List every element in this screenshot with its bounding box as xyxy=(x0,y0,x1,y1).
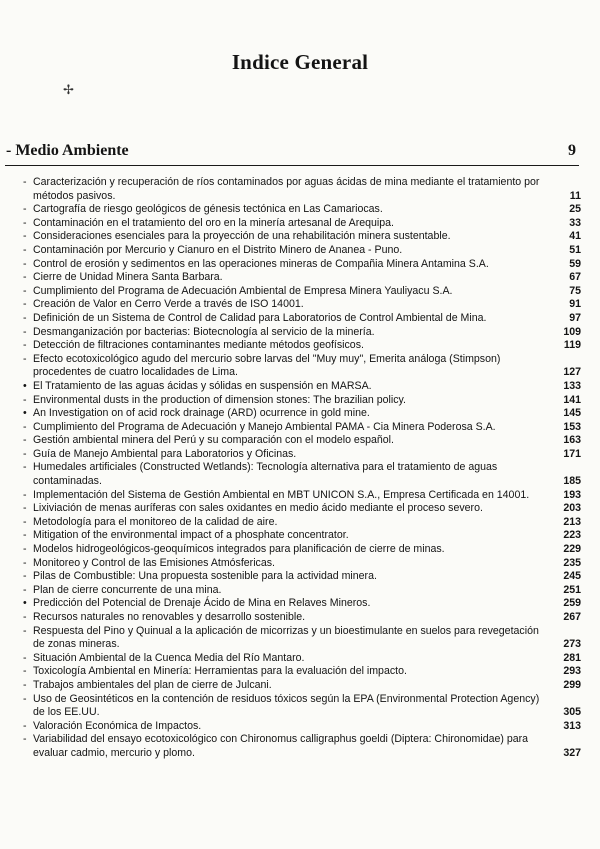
toc-entry[interactable] xyxy=(20,543,585,557)
entry-title: Detección de filtraciones contaminantes mediante métodos geofísicos. xyxy=(33,339,364,352)
entry-title: Caracterización y recuperación de ríos contaminados por aguas ácidas de mina mediante el tratamiento por métodos pasivos. xyxy=(33,176,540,202)
entry-page: 267 xyxy=(563,611,581,623)
entry-bullet: - xyxy=(23,583,27,596)
toc-entry[interactable] xyxy=(20,733,585,760)
toc-entry[interactable] xyxy=(20,380,585,394)
section-title: Medio Ambiente xyxy=(15,142,129,159)
toc-entry[interactable] xyxy=(20,203,585,217)
entry-bullet: - xyxy=(23,529,27,542)
entry-title: Control de erosión y sedimentos en las operaciones mineras de Compañia Minera Antamina S.A. xyxy=(33,257,489,270)
entry-bullet: • xyxy=(23,597,27,610)
entry-page: 327 xyxy=(563,746,581,759)
entry-page: 141 xyxy=(563,393,581,406)
toc-entry[interactable] xyxy=(20,176,585,203)
toc-list xyxy=(20,176,585,761)
entry-page: 229 xyxy=(563,543,581,556)
toc-entry[interactable] xyxy=(20,693,585,720)
entry-page: 133 xyxy=(563,379,581,392)
entry-title: Cumplimiento del Programa de Adecuación Ambiental de Empresa Minera Yauliyacu S.A. xyxy=(33,284,453,297)
toc-entry[interactable] xyxy=(20,394,585,408)
toc-entry[interactable] xyxy=(20,258,585,272)
entry-bullet: - xyxy=(23,447,27,460)
entry-title: Definición de un Sistema de Control de Calidad para Laboratorios de Control Ambiental de Mina. xyxy=(33,311,487,324)
entry-page: 25 xyxy=(569,203,581,216)
entry-bullet: - xyxy=(23,515,27,528)
entry-title: Recursos naturales no renovables y desarrollo sostenible. xyxy=(33,611,306,623)
toc-entry[interactable] xyxy=(20,339,585,353)
entry-title: Efecto ecotoxicológico agudo del mercurio sobre larvas del "Muy muy", Emerita análoga (Stimpson) procedentes de cuatro localidades de Lima. xyxy=(33,352,501,379)
ink-mark: ✢ xyxy=(63,82,74,97)
toc-entry[interactable] xyxy=(20,461,585,488)
toc-entry[interactable] xyxy=(20,652,585,666)
entry-page: 67 xyxy=(569,271,581,284)
entry-page: 305 xyxy=(563,706,581,719)
entry-bullet: • xyxy=(23,407,27,420)
toc-entry[interactable] xyxy=(20,584,585,598)
entry-page: 245 xyxy=(563,570,581,583)
entry-bullet: - xyxy=(23,230,27,243)
entry-bullet: - xyxy=(23,434,27,447)
toc-entry[interactable] xyxy=(20,597,585,611)
entry-title: Trabajos ambientales del plan de cierre de Julcani. xyxy=(33,678,272,691)
toc-entry[interactable] xyxy=(20,434,585,448)
entry-bullet: - xyxy=(23,719,27,732)
entry-bullet: - xyxy=(23,339,27,352)
entry-bullet: - xyxy=(23,420,27,433)
entry-page: 235 xyxy=(563,556,581,569)
entry-page: 313 xyxy=(563,719,581,732)
entry-title: Variabilidad del ensayo ecotoxicológico con Chironomus calligraphus goeldi (Diptera: Chironomidae) para evaluar cadmio, mercurio y plomo. xyxy=(33,733,529,759)
entry-page: 185 xyxy=(563,475,581,488)
entry-title: Cartografía de riesgo geológicos de génesis tectónica en Las Camariocas. xyxy=(33,203,383,216)
entry-page: 223 xyxy=(563,529,581,542)
entry-bullet: - xyxy=(23,325,27,338)
toc-entry[interactable] xyxy=(20,720,585,734)
entry-title: Contaminación por Mercurio y Cianuro en el Distrito Minero de Ananea - Puno. xyxy=(33,243,403,256)
entry-title: Guía de Manejo Ambiental para Laboratorios y Oficinas. xyxy=(33,447,297,460)
entry-bullet: - xyxy=(23,176,27,188)
entry-bullet: - xyxy=(23,298,27,311)
toc-entry[interactable] xyxy=(20,271,585,285)
entry-bullet: - xyxy=(23,311,27,324)
entry-title: Mitigation of the environmental impact of a phosphate concentrator. xyxy=(33,529,349,542)
entry-bullet: - xyxy=(23,543,27,556)
entry-title: Implementación del Sistema de Gestión Ambiental en MBT UNICON S.A., Empresa Certificada en 14001. xyxy=(33,488,530,501)
entry-title: Humedales artificiales (Constructed Wetlands): Tecnología alternativa para el tratamiento de aguas contaminadas. xyxy=(33,461,498,488)
entry-bullet: - xyxy=(23,611,27,623)
entry-page: 127 xyxy=(563,366,581,379)
entry-title: Cumplimiento del Programa de Adecuación y Manejo Ambiental PAMA - Cia Minera Poderosa S.A. xyxy=(33,420,496,433)
toc-entry[interactable] xyxy=(20,285,585,299)
entry-page: 109 xyxy=(563,325,581,338)
entry-title: Respuesta del Pino y Quinual a la aplicación de micorrizas y un bioestimulante en suelos para revegetación de zonas mineras. xyxy=(33,624,539,651)
entry-page: 119 xyxy=(563,339,581,352)
entry-bullet: - xyxy=(23,692,27,705)
section-divider xyxy=(5,165,579,166)
entry-bullet: - xyxy=(23,203,27,216)
entry-title: Consideraciones esenciales para la proyección de una rehabilitación minera sustentable. xyxy=(33,230,451,243)
entry-bullet: - xyxy=(23,624,27,637)
toc-entry[interactable] xyxy=(20,570,585,584)
toc-entry[interactable] xyxy=(20,611,585,625)
entry-title: Pilas de Combustible: Una propuesta sostenible para la actividad minera. xyxy=(33,570,377,583)
section-page-number: 9 xyxy=(568,142,576,159)
toc-entry[interactable] xyxy=(20,529,585,543)
entry-bullet: - xyxy=(23,284,27,297)
entry-bullet: - xyxy=(23,216,27,229)
toc-entry[interactable] xyxy=(20,312,585,326)
entry-title: Lixiviación de menas auríferas con sales oxidantes en medio ácido mediante el proceso severo. xyxy=(33,502,483,515)
entry-title: El Tratamiento de las aguas ácidas y sólidas en suspensión en MARSA. xyxy=(33,379,372,392)
entry-title: Desmanganización por bacterias: Biotecnología al servicio de la minería. xyxy=(33,325,375,338)
toc-entry[interactable] xyxy=(20,448,585,462)
entry-page: 259 xyxy=(563,597,581,610)
toc-entry[interactable] xyxy=(20,679,585,693)
entry-bullet: - xyxy=(23,570,27,583)
entry-page: 33 xyxy=(569,216,581,229)
toc-entry[interactable] xyxy=(20,557,585,571)
entry-page: 171 xyxy=(563,447,581,460)
section-bullet: - xyxy=(6,142,16,159)
entry-title: An Investigation on of acid rock drainage (ARD) ocurrence in gold mine. xyxy=(33,407,370,420)
toc-entry[interactable] xyxy=(20,665,585,679)
entry-bullet: - xyxy=(23,271,27,284)
entry-title: Monitoreo y Control de las Emisiones Atmósfericas. xyxy=(33,556,275,569)
toc-entry[interactable] xyxy=(20,244,585,258)
entry-title: Contaminación en el tratamiento del oro en la minería artesanal de Arequipa. xyxy=(33,216,394,229)
entry-title: Plan de cierre concurrente de una mina. xyxy=(33,583,222,596)
entry-page: 91 xyxy=(569,298,581,311)
entry-bullet: - xyxy=(23,665,27,678)
entry-page: 75 xyxy=(569,284,581,297)
toc-entry[interactable] xyxy=(20,298,585,312)
entry-page: 251 xyxy=(563,583,581,596)
entry-page: 281 xyxy=(563,651,581,664)
page-title: Indice General xyxy=(231,50,369,74)
entry-title: Creación de Valor en Cerro Verde a través de ISO 14001. xyxy=(33,298,304,311)
entry-page: 51 xyxy=(569,243,581,256)
entry-title: Valoración Económica de Impactos. xyxy=(33,719,202,732)
entry-bullet: • xyxy=(23,379,27,392)
toc-entry[interactable] xyxy=(20,407,585,421)
entry-bullet: - xyxy=(23,678,27,691)
entry-title: Metodología para el monitoreo de la calidad de aire. xyxy=(33,515,278,528)
toc-entry[interactable] xyxy=(20,625,585,652)
entry-bullet: - xyxy=(23,488,27,501)
section-header xyxy=(6,142,576,160)
toc-entry[interactable] xyxy=(20,230,585,244)
entry-title: Modelos hidrogeológicos-geoquímicos integrados para planificación de cierre de minas. xyxy=(33,543,445,556)
entry-page: 59 xyxy=(569,257,581,270)
toc-entry[interactable] xyxy=(20,353,585,380)
entry-page: 193 xyxy=(563,488,581,501)
entry-title: Gestión ambiental minera del Perú y su comparación con el modelo español. xyxy=(33,434,394,447)
toc-entry[interactable] xyxy=(20,217,585,231)
toc-entry[interactable] xyxy=(20,516,585,530)
entry-page: 145 xyxy=(563,407,581,420)
toc-entry[interactable] xyxy=(20,502,585,516)
entry-bullet: - xyxy=(23,243,27,256)
entry-bullet: - xyxy=(23,502,27,515)
entry-page: 97 xyxy=(569,311,581,324)
entry-title: Environmental dusts in the production of dimension stones: The brazilian policy. xyxy=(33,393,406,406)
entry-title: Toxicología Ambiental en Minería: Herramientas para la evaluación del impacto. xyxy=(33,665,407,678)
toc-entry[interactable] xyxy=(20,489,585,503)
entry-bullet: - xyxy=(23,352,27,365)
toc-entry[interactable] xyxy=(20,326,585,340)
entry-page: 11 xyxy=(569,189,581,202)
entry-title: Uso de Geosintéticos en la contención de residuos tóxicos según la EPA (Environmental Protection Agency) de los EE.UU. xyxy=(33,692,540,719)
entry-bullet: - xyxy=(23,733,27,746)
entry-title: Situación Ambiental de la Cuenca Media del Río Mantaro. xyxy=(33,651,305,664)
entry-page: 299 xyxy=(563,678,581,691)
entry-bullet: - xyxy=(23,651,27,664)
entry-bullet: - xyxy=(23,556,27,569)
entry-page: 273 xyxy=(563,638,581,651)
entry-page: 41 xyxy=(569,230,581,243)
entry-title: Predicción del Potencial de Drenaje Ácido de Mina en Relaves Mineros. xyxy=(33,597,371,610)
entry-page: 153 xyxy=(563,420,581,433)
entry-page: 293 xyxy=(563,665,581,678)
entry-page: 203 xyxy=(563,502,581,515)
entry-title: Cierre de Unidad Minera Santa Barbara. xyxy=(33,271,223,284)
entry-bullet: - xyxy=(23,257,27,270)
entry-bullet: - xyxy=(23,461,27,474)
entry-page: 213 xyxy=(563,515,581,528)
toc-entry[interactable] xyxy=(20,421,585,435)
entry-page: 163 xyxy=(563,434,581,447)
entry-bullet: - xyxy=(23,393,27,406)
